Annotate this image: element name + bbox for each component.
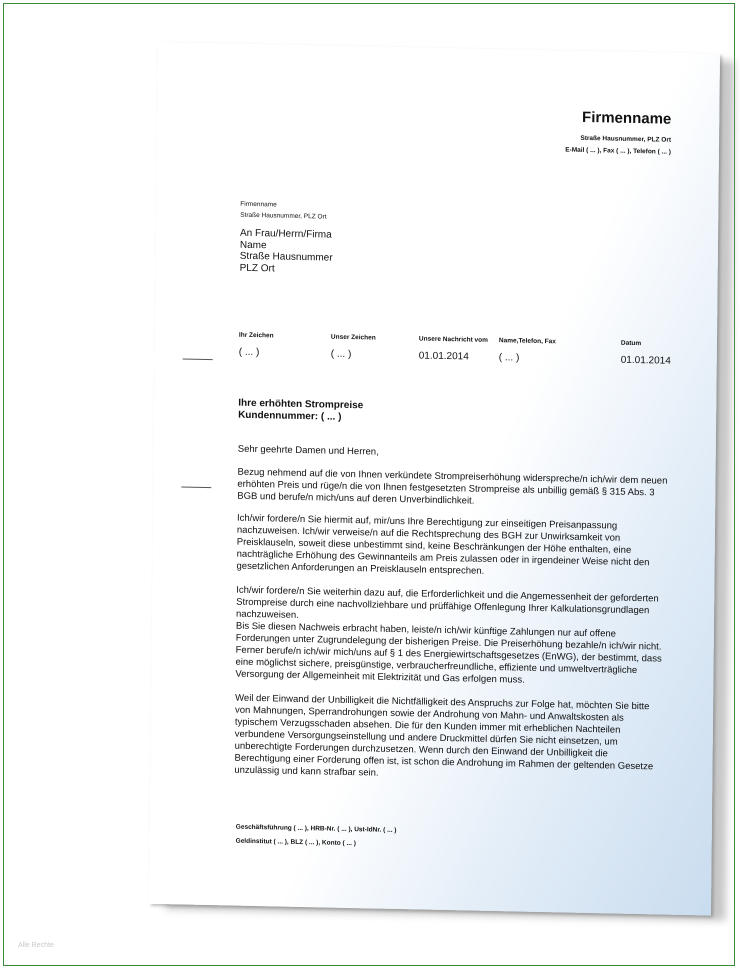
paragraph-2: Ich/wir fordere/n Sie hiermit auf, mir/uns Ihre Berechtigung zur einseitigen Preisanpassung nachzuweisen. Ich/wir verweise/n auf die Rechtsprechung des BGH zur Unwirksamkeit von Preisklauseln, soweit diese unbestimmt sind, keine Beschränkungen der Höhe enthalten, eine nachträgliche Erhöhung des Gewinnanteils am Preis zulassen oder in irgendeiner Weise nicht den gesetzlichen Anforderungen an Preisklauseln entsprechen.: [236, 512, 650, 577]
fold-mark-middle: [181, 486, 211, 488]
footer-line-1: Geschäftsführung ( ... ), HRB-Nr. ( ... ), Ust-IdNr. ( ... ): [235, 823, 397, 834]
paragraph-5: Weil der Einwand der Unbilligkeit die Nichtfälligkeit des Anspruchs zur Folge hat, möchten Sie bitte von Mahnungen, Sperrandrohungen sowie der Androhung von Mahn- und Anwaltskosten als typischem Verzugsschaden absehen. Die für den Kunden immer mit erheblichen Nachteilen verbundene Versorgungseinstellung und andere Druckmittel dürfen Sie nicht einsetzen, um unberechtigte Forderungen durchzusetzen. Wenn durch den Einwand der Unbilligkeit die Berechtigung einer Forderung offen ist, ist schon die Androhung im Rahmen der geltenden Gesetze unzulässig und kann strafbar sein.: [234, 692, 654, 779]
company-address: Straße Hausnummer, PLZ Ort: [580, 134, 672, 144]
nachricht-label: Unsere Nachricht vom: [418, 335, 488, 344]
company-contact: E-Mail ( ... ), Fax ( ... ), Telefon ( ... ): [565, 146, 671, 156]
recipient-line-3: Straße Hausnummer: [239, 250, 333, 264]
datum-label: Datum: [620, 339, 642, 348]
ihr-zeichen-label: Ihr Zeichen: [238, 331, 274, 340]
unser-zeichen-value: ( ... ): [330, 348, 352, 361]
subject: [238, 398, 363, 425]
paragraph-1: Bezug nehmend auf die von Ihnen verkündete Strompreiserhöhung widerspreche/n ich/wir dem neuen erhöhten Preis und rüge/n die von Ihnen festgesetzten Strompreise als unbillig gemäß § 315 Abs. 3 BGB und berufe/n mich/uns auf deren Unverbindlichkeit.: [237, 466, 668, 507]
fold-mark-top: [183, 359, 213, 361]
nachricht-value: 01.01.2014: [418, 350, 469, 363]
recipient-address: [240, 228, 333, 276]
recipient-line-2: Name: [239, 239, 267, 251]
subject-line-1: Ihre erhöhten Strompreise: [238, 397, 364, 412]
subject-line-2: Kundennummer: ( ... ): [238, 409, 342, 423]
unser-zeichen-label: Unser Zeichen: [330, 333, 376, 342]
sender-address: Straße Hausnummer, PLZ Ort: [240, 211, 327, 221]
recipient-line-4: PLZ Ort: [239, 262, 275, 274]
paragraph-4: Bis Sie diesen Nachweis erbracht haben, leiste/n ich/wir künftige Zahlungen nur auf offene Forderungen unter Zugrundelegung der bisherigen Preise. Die Preiserhöhung bezahle/n ich/wir nicht. Ferner berufe/n ich/wir mich/uns auf § 1 des Energiewirtschaftsgesetzes (EnWG), der bestimmt, dass eine möglichst sichere, preisgünstige, verbraucherfreundliche, effiziente und umweltverträgliche Versorgung der Allgemeinheit mit Elektrizität und Gas erfolgen muss.: [235, 620, 662, 686]
name-telefon-value: ( ... ): [498, 352, 520, 364]
recipient-line-1: An Frau/Herrn/Firma: [239, 227, 332, 241]
footer-line-2: Geldinstitut ( ... ), BLZ ( ... ), Konto ( ... ): [235, 837, 356, 848]
salutation: Sehr geehrte Damen und Herren,: [237, 443, 379, 458]
letter-page: [149, 42, 720, 916]
ihr-zeichen-value: ( ... ): [238, 346, 260, 359]
paragraph-3: Ich/wir fordere/n Sie weiterhin dazu auf, die Erforderlichkeit und die Angemessenheit der geforderten Strompreise durch eine nachvollziehbare und prüffähige Offenlegung Ihrer Kalkulationsgrundlagen nachzuweisen.: [235, 584, 659, 621]
datum-value: 01.01.2014: [620, 354, 671, 367]
company-name: Firmenname: [582, 108, 672, 128]
name-telefon-label: Name,Telefon, Fax: [498, 337, 556, 346]
watermark: Alle Rechte: [18, 942, 54, 949]
sender-name: Firmenname: [240, 200, 277, 209]
